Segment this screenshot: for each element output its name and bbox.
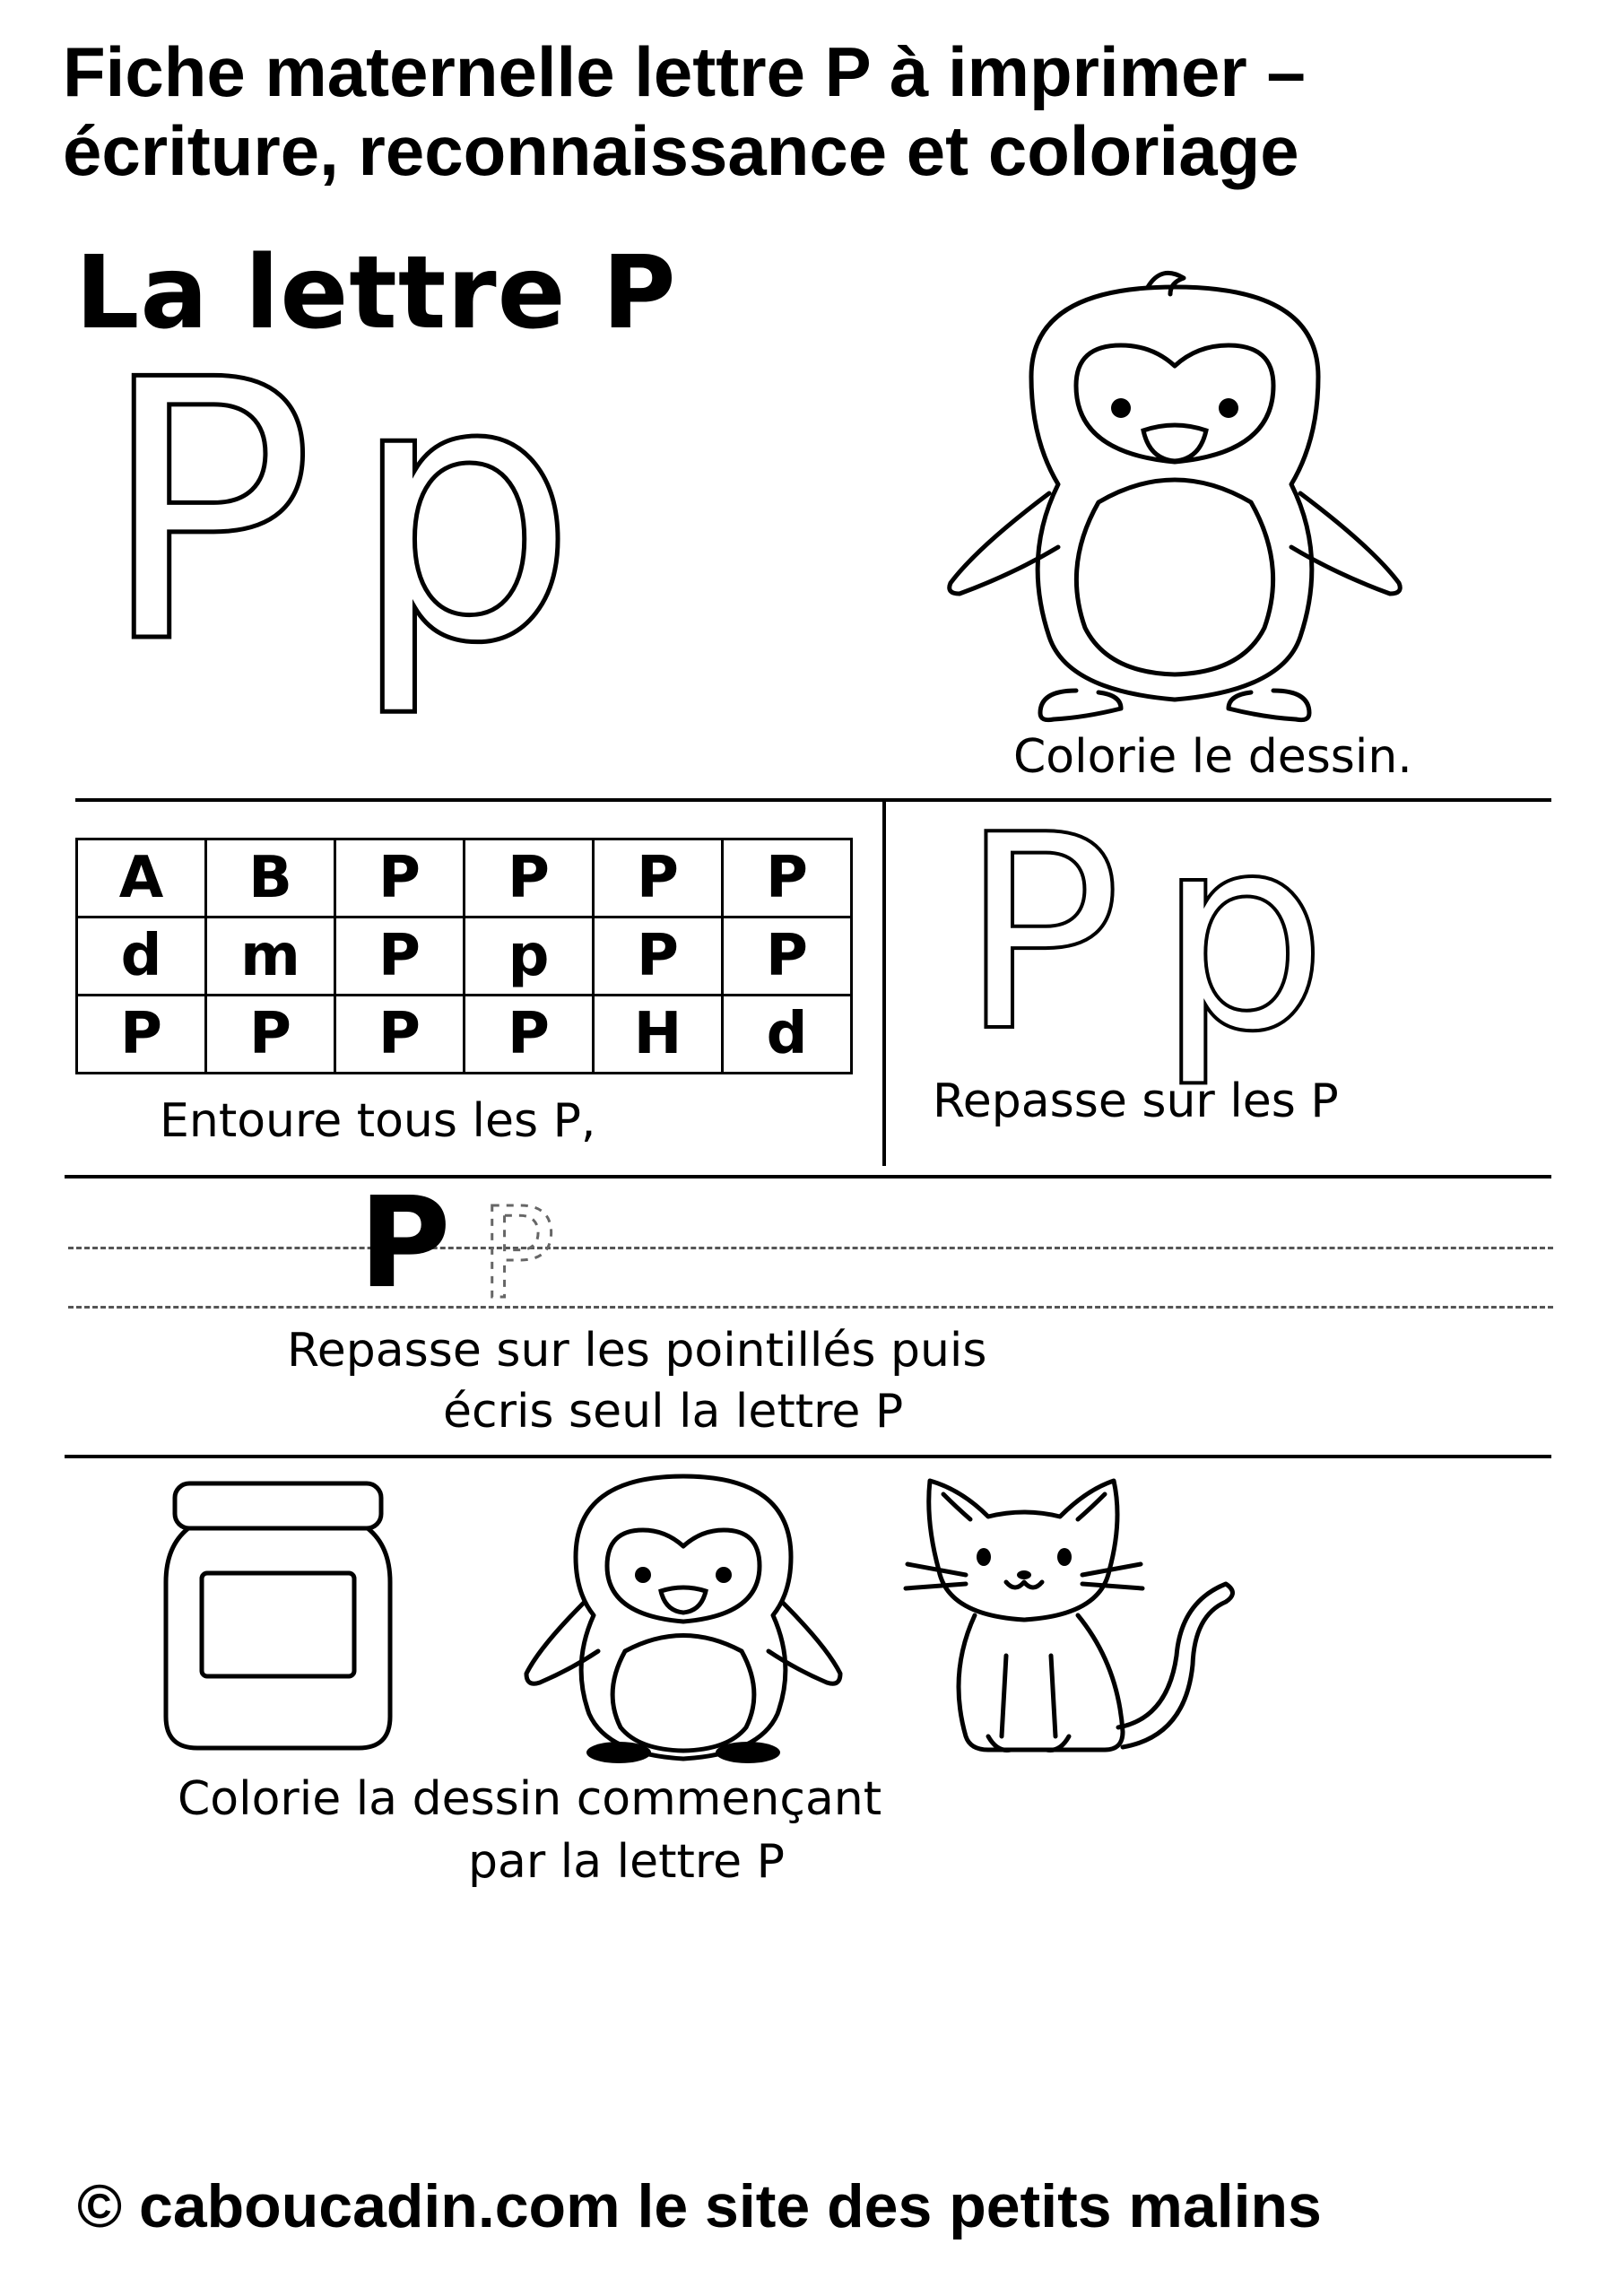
writing-guide-line — [68, 1306, 1553, 1309]
grid-cell[interactable]: B — [206, 839, 335, 918]
big-outlined-letters — [90, 305, 628, 722]
big-letter-lower: p — [350, 305, 578, 722]
worksheet-title: La lettre P — [75, 235, 677, 352]
trace-letter-upper: P — [960, 778, 1122, 1091]
writing-letter-dotted: P — [480, 1181, 556, 1327]
divider-line — [65, 1455, 1551, 1458]
writing-letter-solid: P — [359, 1170, 451, 1317]
cat-icon — [899, 1467, 1239, 1763]
grid-cell[interactable]: P — [594, 918, 723, 996]
penguin-icon-choice — [522, 1467, 845, 1772]
grid-cell[interactable]: d — [77, 918, 206, 996]
circle-caption: Entoure tous les P, — [160, 1094, 596, 1148]
color-caption: Colorie le dessin. — [1013, 730, 1412, 784]
choice-caption-line-1: Colorie la dessin commençant — [178, 1772, 882, 1826]
grid-row — [77, 996, 852, 1074]
choice-caption-line-2: par la lettre P — [468, 1835, 785, 1889]
pot-icon — [152, 1474, 413, 1761]
grid-cell[interactable]: P — [335, 996, 465, 1074]
page-title — [63, 32, 1587, 190]
penguin-icon — [942, 260, 1408, 744]
writing-letters — [359, 1170, 628, 1327]
grid-cell[interactable]: d — [723, 996, 852, 1074]
grid-cell[interactable]: P — [335, 839, 465, 918]
grid-cell[interactable]: P — [723, 839, 852, 918]
grid-row — [77, 839, 852, 918]
trace-letter-lower: p — [1157, 778, 1328, 1091]
grid-cell[interactable]: P — [77, 996, 206, 1074]
grid-cell[interactable]: P — [594, 839, 723, 918]
divider-line-vertical — [882, 798, 886, 1166]
grid-row — [77, 918, 852, 996]
letter-grid — [75, 838, 853, 1074]
writing-guide-line — [68, 1247, 1553, 1249]
grid-cell[interactable]: H — [594, 996, 723, 1074]
page-title-line-2: écriture, reconnaissance et coloriage — [63, 111, 1299, 190]
grid-cell[interactable]: A — [77, 839, 206, 918]
dotted-caption-line-1: Repasse sur les pointillés puis — [287, 1324, 987, 1378]
divider-line — [75, 798, 1551, 802]
grid-cell[interactable]: P — [465, 839, 594, 918]
trace-caption: Repasse sur les P — [933, 1074, 1339, 1128]
grid-cell[interactable]: P — [206, 996, 335, 1074]
grid-cell[interactable]: p — [465, 918, 594, 996]
divider-line — [65, 1175, 1551, 1178]
dotted-caption-line-2: écris seul la lettre P — [443, 1385, 904, 1439]
copyright-footer: © caboucadin.com le site des petits malins — [77, 2172, 1322, 2240]
big-letter-upper: P — [99, 305, 316, 722]
grid-cell[interactable]: P — [335, 918, 465, 996]
page-title-line-1: Fiche maternelle lettre P à imprimer – — [63, 32, 1306, 111]
grid-cell[interactable]: P — [465, 996, 594, 1074]
trace-letters — [951, 778, 1399, 1094]
grid-cell[interactable]: P — [723, 918, 852, 996]
grid-cell[interactable]: m — [206, 918, 335, 996]
